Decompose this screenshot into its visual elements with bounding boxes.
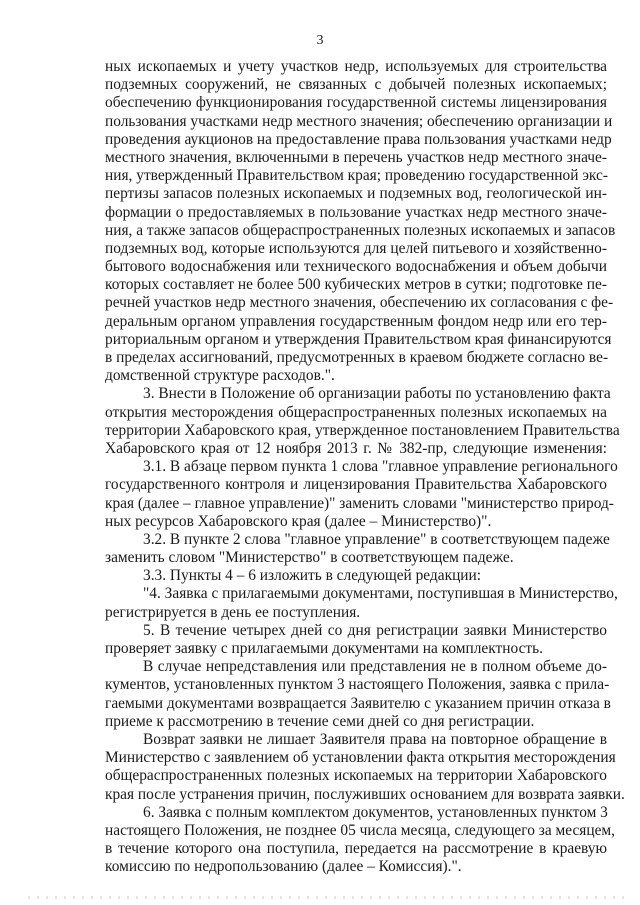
text-line: 3.2. В пункте 2 слова "главное управление" в соответствующем падеже — [143, 530, 610, 548]
text-line: подземных сооружений, не связанных с добычей полезных ископаемых; — [105, 76, 607, 94]
text-line: пользования участками недр местного значения; обеспечению организации и — [105, 112, 613, 130]
text-line: комиссию по недропользованию (далее – Комиссия).". — [105, 858, 462, 876]
text-line: открытия месторождения общераспространенных полезных ископаемых на — [105, 403, 607, 421]
page-number: 3 — [316, 33, 324, 48]
text-line: края после устранения причин, послуживших основанием для возврата заявки. — [105, 785, 625, 803]
text-line: пертизы запасов полезных ископаемых и подземных вод, геологической ин- — [105, 185, 607, 203]
text-line: проверяет заявку с прилагаемыми документами на комплектность. — [105, 640, 544, 657]
text-line: в течение которого она поступила, передается на рассмотрение в краевую — [105, 840, 607, 858]
text-line: настоящего Положения, не позднее 05 числа месяца, следующего за месяцем, — [105, 821, 616, 839]
text-line: Министерство с заявлением об установлении факта открытия месторождения — [105, 749, 616, 767]
text-line: "4. Заявка с прилагаемыми документами, поступившая в Министерство, — [143, 585, 618, 603]
text-line: 3.1. В абзаце первом пункта 1 слова "главное управление регионального — [143, 458, 618, 476]
text-line: ния, а также запасов общераспространенных полезных ископаемых и запасов — [105, 221, 616, 239]
text-line: 3. Внести в Положение об организации работы по установлению факта — [143, 385, 611, 403]
text-line: бытового водоснабжения или технического водоснабжения и объем добычи — [105, 258, 607, 276]
text-line: В случае непредставления или представления не в полном объеме до- — [143, 658, 607, 676]
text-line: домственной структуре расходов.". — [105, 367, 335, 385]
text-line: 3.3. Пункты 4 – 6 изложить в следующей редакции: — [143, 567, 482, 585]
text-line: 6. Заявка с полным комплектом документов, установленных пунктом 3 — [143, 803, 608, 821]
text-line: приеме к рассмотрению в течение семи дней со дня регистрации. — [105, 712, 535, 730]
text-line: края (далее – главное управление)" заменить словами "министерство природ- — [105, 494, 614, 512]
text-line: кументов, установленных пунктом 3 настоящего Положения, заявка с прила- — [105, 676, 610, 694]
text-line: местного значения, включенными в перечень участков недр местного значе- — [105, 148, 607, 166]
text-line: которых составляет не более 500 кубических метров в сутки; подготовке пе- — [105, 276, 607, 294]
text-line: ния, утвержденный Правительством края; проведению государственной экс- — [105, 167, 608, 185]
text-line: ных ископаемых и учету участков недр, используемых для строительства — [105, 58, 607, 75]
scan-edge-noise — [28, 896, 628, 899]
text-line: деральным органом управления государственным фондом недр или его тер- — [105, 312, 607, 330]
text-line: риториальным органом и утверждения Правительством края финансируются — [105, 330, 612, 348]
text-line: регистрируется в день ее поступления. — [105, 603, 361, 621]
text-line: 5. В течение четырех дней со дня регистрации заявки Министерство — [143, 621, 607, 639]
text-line: государственного контроля и лицензирования Правительства Хабаровского — [105, 476, 607, 494]
text-line: проведения аукционов на предоставление права пользования участками недр — [105, 130, 612, 148]
text-line: территории Хабаровского края, утвержденное постановлением Правительства — [105, 421, 620, 439]
text-line: Возврат заявки не лишает Заявителя права на повторное обращение в — [143, 730, 607, 748]
text-line: подземных вод, которые используются для целей питьевого и хозяйственно- — [105, 239, 607, 257]
text-line: гаемыми документами возвращается Заявителю с указанием причин отказа в — [105, 694, 611, 712]
text-line: заменить словом "Министерство" в соответствующем падеже. — [105, 549, 514, 567]
text-line: речней участков недр местного значения, обеспечению их согласования с фе- — [105, 294, 614, 312]
text-line: формации о предоставляемых в пользование участках недр местного значе- — [105, 203, 607, 221]
document-body — [105, 58, 625, 876]
text-line: обеспечению функционирования государственной системы лицензирования — [105, 94, 607, 112]
text-line: общераспространенных полезных ископаемых на территории Хабаровского — [105, 767, 607, 785]
text-line: в пределах ассигнований, предусмотренных в краевом бюджете согласно ве- — [105, 349, 609, 366]
text-line: ных ресурсов Хабаровского края (далее – Министерство)". — [105, 512, 492, 530]
text-line: Хабаровского края от 12 ноября 2013 г. № 382-пр, следующие изменения: — [105, 439, 607, 457]
